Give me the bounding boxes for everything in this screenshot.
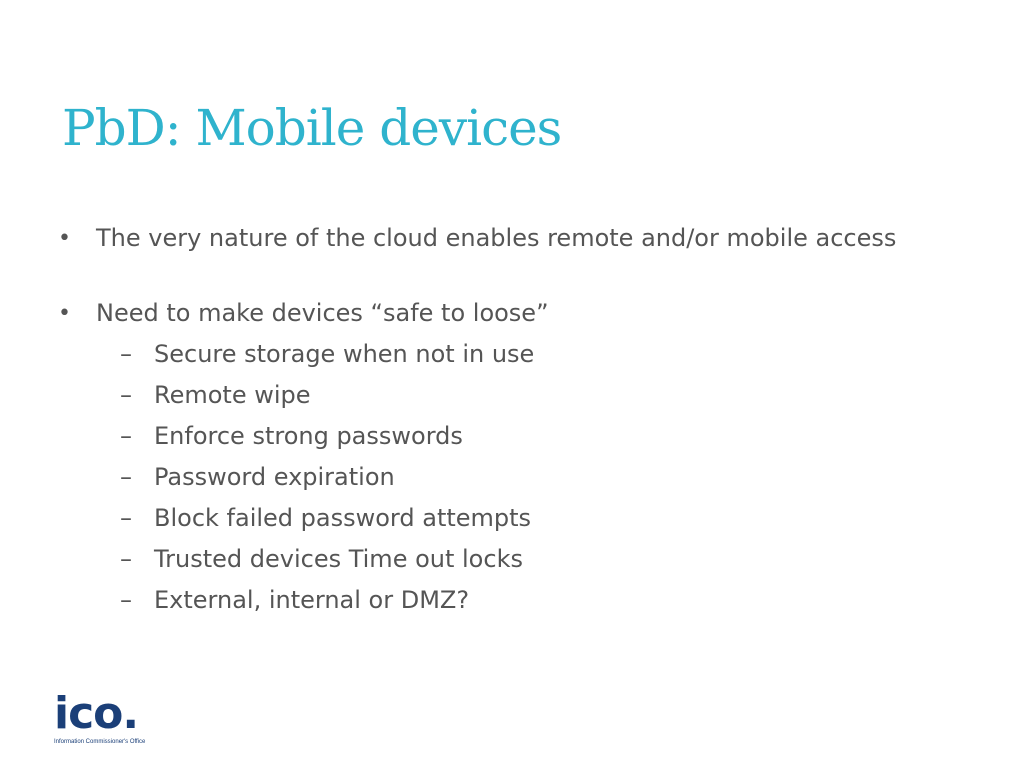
bullet-item-safe-devices <box>58 295 978 332</box>
ico-logo <box>54 688 194 746</box>
sub-bullet-text: Trusted devices Time out locks <box>154 545 523 573</box>
ico-logo-wordmark: ico. <box>54 688 139 739</box>
dash-marker: – <box>120 422 132 450</box>
sub-bullet-item <box>120 416 978 457</box>
sub-bullet-text: External, internal or DMZ? <box>154 586 470 614</box>
sub-bullet-item <box>120 334 978 375</box>
sub-bullet-item <box>120 375 978 416</box>
sub-bullet-list <box>58 334 978 621</box>
bullet-text: Need to make devices “safe to loose” <box>96 299 549 327</box>
bullet-item-cloud-access <box>58 220 978 257</box>
sub-bullet-item <box>120 498 978 539</box>
dash-marker: – <box>120 504 132 532</box>
ico-logo-subtitle: Information Commissioner's Office <box>54 739 146 745</box>
bullet-text: The very nature of the cloud enables remote and/or mobile access <box>96 224 897 252</box>
dash-marker: – <box>120 463 132 491</box>
bullet-marker: • <box>58 226 71 251</box>
slide-title: PbD: Mobile devices <box>62 99 562 157</box>
sub-bullet-text: Block failed password attempts <box>154 504 532 532</box>
sub-bullet-text: Password expiration <box>154 463 395 491</box>
sub-bullet-item <box>120 457 978 498</box>
sub-bullet-item <box>120 580 978 621</box>
dash-marker: – <box>120 586 132 614</box>
sub-bullet-text: Remote wipe <box>154 381 311 409</box>
slide-content <box>58 220 978 621</box>
bullet-marker: • <box>58 301 71 326</box>
dash-marker: – <box>120 340 132 368</box>
sub-bullet-item <box>120 539 978 580</box>
dash-marker: – <box>120 381 132 409</box>
sub-bullet-text: Secure storage when not in use <box>154 340 535 368</box>
sub-bullet-text: Enforce strong passwords <box>154 422 463 450</box>
dash-marker: – <box>120 545 132 573</box>
